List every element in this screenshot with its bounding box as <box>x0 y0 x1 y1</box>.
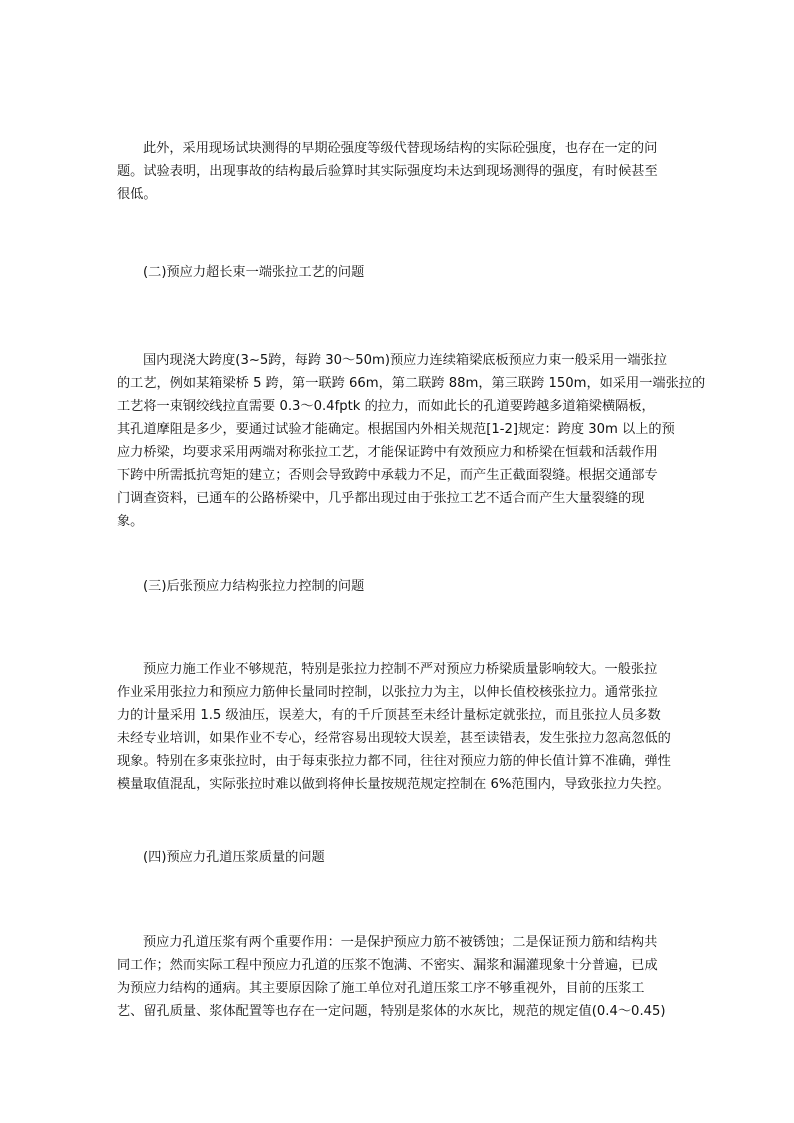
text-line: 预应力孔道压浆有两个重要作用：一是保护预应力筋不被锈蚀；二是保证预力筋和结构共 <box>143 935 658 950</box>
section-heading-tension-control: (三)后张预应力结构张拉力控制的问题 <box>143 579 365 594</box>
text-line: 模量取值混乱，实际张拉时难以做到将伸长量按规范规定控制在 6%范围内，导致张拉力失控。 <box>117 777 670 792</box>
text-line: 下跨中所需抵抗弯矩的建立；否则会导致跨中承载力不足，而产生正截面裂缝。根据交通部专 <box>117 468 658 483</box>
text-line: 现象。特别在多束张拉时，由于每束张拉力都不同，往往对预应力筋的伸长值计算不准确，弹性 <box>117 754 671 769</box>
text-line: 的工艺，例如某箱梁桥 5 跨，第一联跨 66m，第二联跨 88m，第三联跨 150m，如采用一端张拉的 <box>117 376 706 391</box>
text-line: 很低。 <box>117 187 157 202</box>
text-line: 题。试验表明，出现事故的结构最后验算时其实际强度均未达到现场测得的强度，有时候甚至 <box>117 164 658 179</box>
text-line: 艺、留孔质量、浆体配置等也存在一定问题，特别是浆体的水灰比，规范的规定值(0.4～0.45) <box>117 1004 666 1019</box>
text-line: 力的计量采用 1.5 级油压，误差大，有的千斤顶甚至未经计量标定就张拉，而且张拉人员多数 <box>117 708 661 723</box>
section-heading-grouting-quality: (四)预应力孔道压浆质量的问题 <box>143 850 325 865</box>
paragraph-tension-control <box>117 658 685 796</box>
text-line: 同工作；然而实际工程中预应力孔道的压浆不饱满、不密实、漏浆和漏灌现象十分普遍，已成 <box>117 958 658 973</box>
text-line: 应力桥梁，均要求采用两端对称张拉工艺，才能保证跨中有效预应力和桥梁在恒载和活载作用 <box>117 445 658 460</box>
text-line: 此外，采用现场试块测得的早期砼强度等级代替现场结构的实际砼强度，也存在一定的问 <box>143 141 658 156</box>
text-line: 工艺将一束钢绞线拉直需要 0.3～0.4fptk 的拉力，而如此长的孔道要跨越多道箱梁横隔板， <box>117 399 655 414</box>
section-heading-one-end-tensioning: (二)预应力超长束一端张拉工艺的问题 <box>143 265 365 280</box>
text-line: 作业采用张拉力和预应力筋伸长量同时控制，以张拉力为主，以伸长值校核张拉力。通常张拉 <box>117 685 658 700</box>
paragraph-grouting-quality <box>117 931 685 1023</box>
text-line: 国内现浇大跨度(3~5跨，每跨 30～50m)预应力连续箱梁底板预应力束一般采用一端张拉 <box>143 353 667 368</box>
paragraph-concrete-strength <box>117 137 685 206</box>
text-line: 为预应力结构的通病。其主要原因除了施工单位对孔道压浆工序不够重视外，目前的压浆工 <box>117 981 645 996</box>
text-line: 门调查资料，已通车的公路桥梁中，几乎都出现过由于张拉工艺不适合而产生大量裂缝的现 <box>117 491 645 506</box>
text-line: 未经专业培训，如果作业不专心，经常容易出现较大误差，甚至读错表，发生张拉力忽高忽低的 <box>117 731 671 746</box>
text-line: 预应力施工作业不够规范，特别是张拉力控制不严对预应力桥梁质量影响较大。一般张拉 <box>143 662 658 677</box>
text-line: 其孔道摩阻是多少，要通过试验才能确定。根据国内外相关规范[1-2]规定：跨度 30m 以上的预 <box>117 422 675 437</box>
text-line: 象。 <box>117 514 144 529</box>
paragraph-one-end-tensioning <box>117 349 706 533</box>
